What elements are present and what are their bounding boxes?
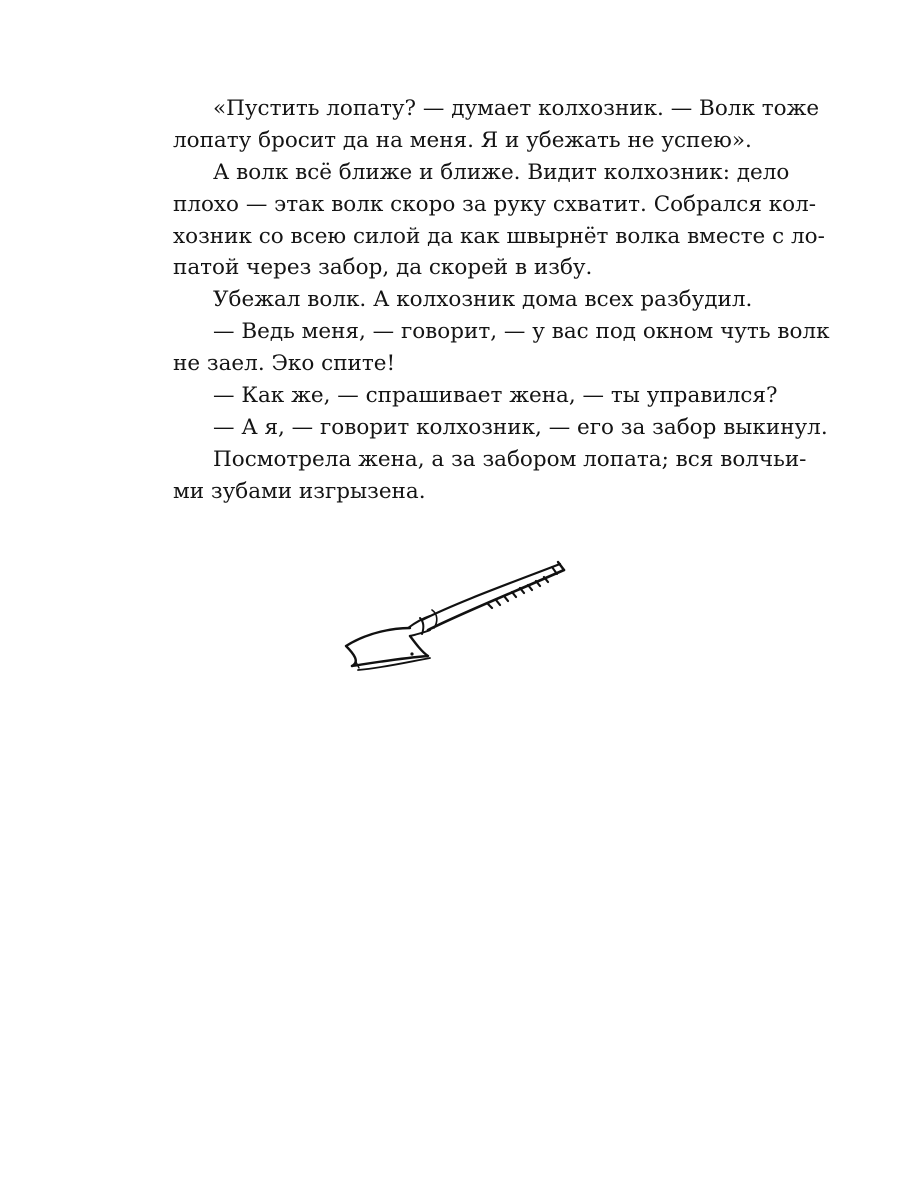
text-line: «Пустить лопату? — думает колхозник. — Волк тоже xyxy=(213,96,820,121)
text-line: А волк всё ближе и ближе. Видит колхозник: дело xyxy=(213,159,790,185)
text-line: — Ведь меня, — говорит, — у вас под окном чуть волк xyxy=(213,319,830,345)
paragraph xyxy=(173,444,807,508)
text-line: хозник со всею силой да как швырнёт волка вместе с ло- xyxy=(173,223,825,249)
text-line: — Как же, — спрашивает жена, — ты управился? xyxy=(213,383,778,409)
text-line: лопату бросит да на меня. Я и убежать не успею». xyxy=(173,127,752,153)
text-line: — А я, — говорит колхозник, — его за забор выкинул. xyxy=(213,414,828,440)
paragraph xyxy=(173,93,820,157)
text-line: не заел. Эко спите! xyxy=(173,351,396,377)
paragraph xyxy=(173,284,760,316)
story-text xyxy=(173,93,830,508)
paragraph xyxy=(173,412,828,444)
paragraph xyxy=(173,316,830,380)
text-line: патой через забор, да скорей в избу. xyxy=(173,255,593,281)
text-line: Убежал волк. А колхозник дома всех разбудил. xyxy=(213,287,753,313)
text-line: плохо — этак волк скоро за руку схватит. Собрался кол- xyxy=(173,191,817,217)
text-line: ми зубами изгрызена. xyxy=(173,478,426,504)
text-line: Посмотрела жена, а за забором лопата; вся волчьи- xyxy=(213,446,807,472)
paragraph xyxy=(173,157,825,285)
shovel-icon xyxy=(338,558,570,676)
paragraph xyxy=(173,380,778,412)
